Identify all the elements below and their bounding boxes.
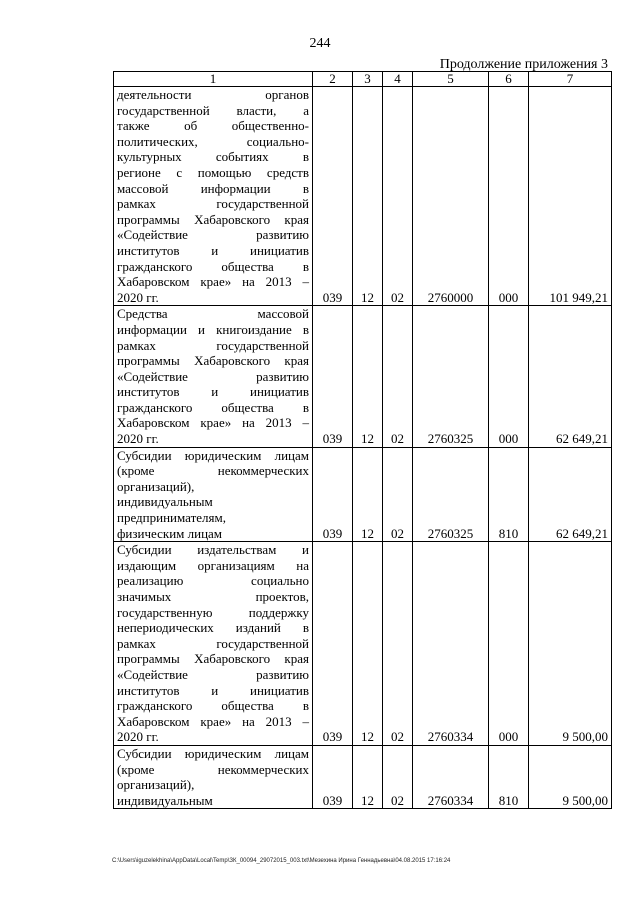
code-expense-type: 000 (489, 87, 529, 306)
row-description (114, 87, 313, 306)
code-subsection: 02 (383, 542, 413, 746)
amount: 9 500,00 (529, 542, 612, 746)
code-target: 2760334 (413, 542, 489, 746)
description-line: институтов и инициатив (117, 384, 309, 400)
table-row (114, 306, 612, 447)
description-line: Средства массовой (117, 306, 309, 322)
description-line: культурных событиях в (117, 149, 309, 165)
description-line: рамках государственной (117, 635, 309, 651)
code-target: 2760325 (413, 306, 489, 447)
code-subsection: 02 (383, 447, 413, 542)
column-header: 4 (383, 72, 413, 87)
amount: 101 949,21 (529, 87, 612, 306)
code-ministry: 039 (313, 447, 353, 542)
description-line: рамках государственной (117, 337, 309, 353)
description-line: гражданского общества в (117, 698, 309, 714)
description-line: массовой информации в (117, 180, 309, 196)
code-ministry: 039 (313, 542, 353, 746)
code-ministry: 039 (313, 306, 353, 447)
description-line: реализацию социально (117, 573, 309, 589)
code-ministry: 039 (313, 87, 353, 306)
description-line: организаций), (117, 777, 195, 793)
description-line: информации и книгоиздание в (117, 321, 309, 337)
code-expense-type: 810 (489, 447, 529, 542)
column-header: 6 (489, 72, 529, 87)
description-line: 2020 гг. (117, 289, 159, 305)
column-header: 3 (353, 72, 383, 87)
table-row (114, 87, 612, 306)
row-description (114, 447, 313, 542)
description-line: (кроме некоммерческих (117, 463, 309, 479)
description-line: Хабаровском крае» на 2013 – (117, 713, 309, 729)
description-line: непериодических изданий в (117, 620, 309, 636)
row-description (114, 745, 313, 808)
description-line: индивидуальным (117, 494, 213, 510)
description-line: программы Хабаровского края (117, 211, 309, 227)
description-line: физическим лицам (117, 525, 223, 541)
description-line: рамках государственной (117, 196, 309, 212)
row-description (114, 542, 313, 746)
footer-path: C:\Users\iguzelekhina\AppData\Local\Temp\ЗК_00094_29072015_003.txt\Мезехина Ирина Геннадьевна\04.08.2015 17:16:24 (112, 858, 451, 864)
header-row (114, 72, 612, 87)
description-line: издающим организациям на (117, 557, 309, 573)
description-line: 2020 гг. (117, 729, 159, 745)
code-ministry: 039 (313, 745, 353, 808)
code-expense-type: 000 (489, 542, 529, 746)
column-header: 1 (114, 72, 313, 87)
description-line: программы Хабаровского края (117, 651, 309, 667)
continuation-label: Продолжение приложения 3 (439, 57, 608, 72)
description-line: институтов и инициатив (117, 242, 309, 258)
description-line: (кроме некоммерческих (117, 761, 309, 777)
row-description (114, 306, 313, 447)
description-line: Субсидии юридическим лицам (117, 745, 309, 761)
description-line: гражданского общества в (117, 399, 309, 415)
table-row (114, 542, 612, 746)
description-line: Субсидии издательствам и (117, 542, 309, 558)
budget-table (113, 71, 612, 809)
description-line: «Содействие развитию (117, 666, 309, 682)
description-line: организаций), (117, 478, 195, 494)
description-line: Субсидии юридическим лицам (117, 447, 309, 463)
description-line: государственную поддержку (117, 604, 309, 620)
description-line: гражданского общества в (117, 258, 309, 274)
code-section: 12 (353, 542, 383, 746)
description-line: индивидуальным (117, 792, 213, 808)
code-section: 12 (353, 306, 383, 447)
description-line: программы Хабаровского края (117, 353, 309, 369)
table-row (114, 447, 612, 542)
description-line: предпринимателям, (117, 510, 226, 526)
description-line: Хабаровском крае» на 2013 – (117, 415, 309, 431)
code-section: 12 (353, 87, 383, 306)
code-expense-type: 000 (489, 306, 529, 447)
amount: 62 649,21 (529, 306, 612, 447)
code-subsection: 02 (383, 745, 413, 808)
column-header: 5 (413, 72, 489, 87)
description-line: политических, социально- (117, 133, 309, 149)
code-target: 2760000 (413, 87, 489, 306)
code-subsection: 02 (383, 306, 413, 447)
code-expense-type: 810 (489, 745, 529, 808)
code-subsection: 02 (383, 87, 413, 306)
description-line: 2020 гг. (117, 431, 159, 447)
amount: 9 500,00 (529, 745, 612, 808)
description-line: Хабаровском крае» на 2013 – (117, 274, 309, 290)
amount: 62 649,21 (529, 447, 612, 542)
page-number: 244 (309, 36, 331, 51)
description-line: также об общественно- (117, 118, 309, 134)
code-section: 12 (353, 447, 383, 542)
column-header: 2 (313, 72, 353, 87)
code-target: 2760334 (413, 745, 489, 808)
description-line: государственной власти, а (117, 102, 309, 118)
description-line: деятельности органов (117, 87, 309, 102)
description-line: значимых проектов, (117, 589, 309, 604)
column-header: 7 (529, 72, 612, 87)
code-section: 12 (353, 745, 383, 808)
code-target: 2760325 (413, 447, 489, 542)
description-line: «Содействие развитию (117, 368, 309, 384)
description-line: институтов и инициатив (117, 682, 309, 698)
description-line: регионе с помощью средств (117, 164, 309, 180)
table-row (114, 745, 612, 808)
description-line: «Содействие развитию (117, 227, 309, 243)
